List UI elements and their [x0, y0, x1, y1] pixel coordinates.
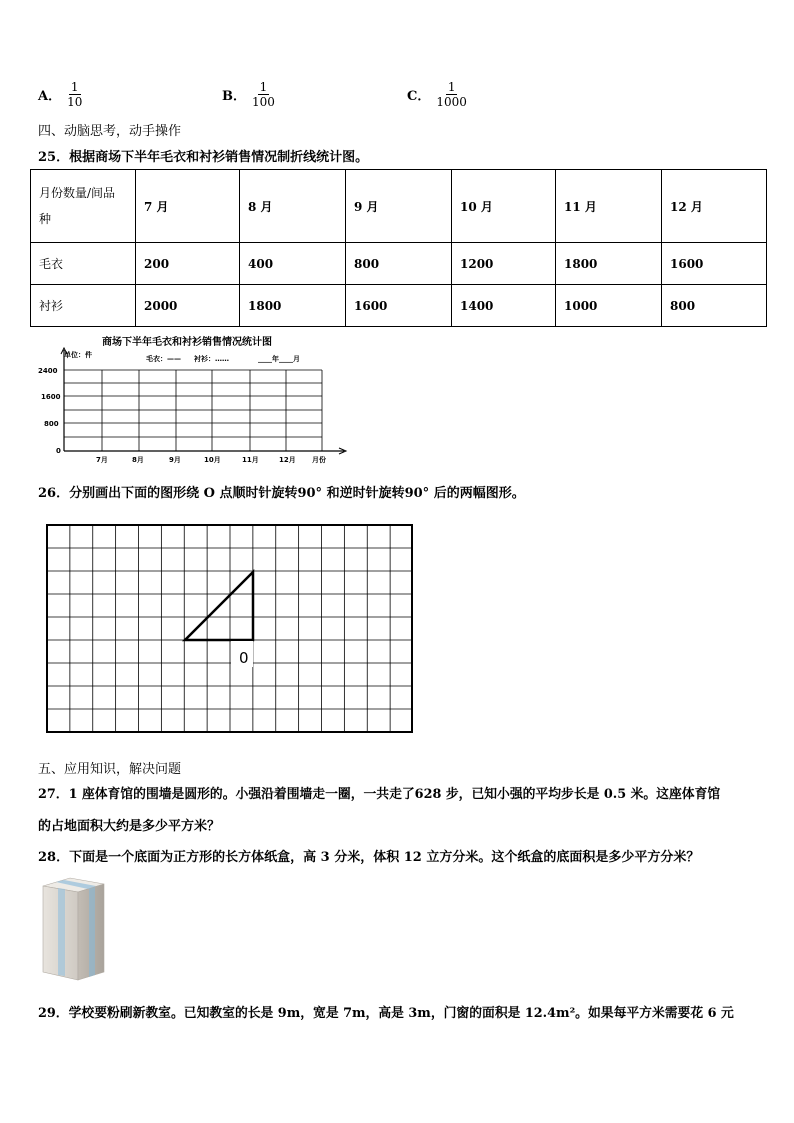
option-c-numerator: 1 — [447, 80, 456, 94]
option-b-denominator: 100 — [252, 95, 275, 109]
table-corner-line1: 月份数量/间品 — [39, 186, 116, 200]
triangle-shape — [185, 572, 253, 640]
option-c-label: C． — [407, 89, 431, 104]
table-cell: 1800 — [240, 285, 346, 327]
x-tick-label: 7月 — [96, 456, 108, 464]
x-tick-label: 8月 — [132, 456, 144, 464]
table-cell: 800 — [346, 243, 452, 285]
q26-text: 26．分别画出下面的图形绕 O 点顺时针旋转90° 和逆时针旋转90° 后的两幅图形。 — [38, 486, 525, 501]
option-c-denominator: 1000 — [436, 95, 467, 109]
chart-grid — [64, 370, 322, 451]
chart-title: 商场下半年毛衣和衬衫销售情况统计图 — [102, 337, 272, 348]
q27-line1: 27．1 座体育馆的围墙是圆形的。小强沿着围墙走一圈，一共走了628 步，已知小强的平均步长是 0.5 米。这座体育馆 — [38, 787, 721, 802]
y-tick-label: 2400 — [38, 367, 58, 375]
option-c-fraction — [436, 80, 467, 109]
table-cell: 800 — [662, 285, 767, 327]
option-a-numerator: 1 — [70, 80, 79, 94]
section4-title: 四、动脑思考，动手操作 — [38, 124, 182, 139]
grid-border — [47, 525, 412, 732]
table-month-header: 8 月 — [240, 170, 346, 243]
table-row-sweater — [31, 243, 767, 285]
table-cell: 400 — [240, 243, 346, 285]
table-month-header: 7 月 — [136, 170, 240, 243]
sales-table — [30, 169, 767, 327]
x-axis-label: 月份 — [312, 456, 326, 464]
table-cell: 1000 — [556, 285, 662, 327]
table-cell: 1600 — [346, 285, 452, 327]
x-tick-label: 12月 — [279, 456, 296, 464]
table-month-header: 9 月 — [346, 170, 452, 243]
table-cell: 1800 — [556, 243, 662, 285]
table-row-shirt — [31, 285, 767, 327]
table-cell: 1400 — [452, 285, 556, 327]
chart-unit: 单位：件 — [64, 351, 92, 359]
chart-year-month: ____年____月 — [258, 355, 300, 363]
option-a — [38, 80, 82, 109]
chart-legend-shirt: 衬衫：…… — [194, 355, 229, 363]
rotation-grid — [46, 524, 414, 734]
grid-lines — [47, 525, 413, 732]
option-a-fraction — [67, 80, 82, 109]
q27-line2: 的占地面积大约是多少平方米？ — [38, 819, 221, 834]
table-header-row — [31, 170, 767, 243]
table-cell: 2000 — [136, 285, 240, 327]
option-b-fraction — [252, 80, 275, 109]
table-cell: 200 — [136, 243, 240, 285]
y-tick-label: 800 — [44, 420, 59, 428]
table-month-header: 11 月 — [556, 170, 662, 243]
table-corner-line2: 种 — [39, 212, 52, 226]
section5-title: 五、应用知识，解决问题 — [38, 762, 182, 777]
option-a-denominator: 10 — [67, 95, 83, 109]
table-row-label: 毛衣 — [31, 243, 136, 285]
option-b-numerator: 1 — [259, 80, 268, 94]
y-tick-label: 1600 — [41, 393, 61, 401]
x-tick-label: 11月 — [242, 456, 259, 464]
x-tick-label: 10月 — [204, 456, 221, 464]
table-cell: 1200 — [452, 243, 556, 285]
option-a-label: A． — [38, 89, 62, 104]
paper-box-image — [38, 874, 108, 984]
option-b-label: B． — [222, 89, 246, 104]
table-row-label: 衬衫 — [31, 285, 136, 327]
q29-text: 29．学校要粉刷新教室。已知教室的长是 9m，宽是 7m，高是 3m，门窗的面积是 12.4m²。如果每平方米需要花 6 元 — [38, 1006, 734, 1021]
blank-line-chart — [36, 346, 356, 468]
q25-text: 25．根据商场下半年毛衣和衬衫销售情况制折线统计图。 — [38, 150, 369, 165]
chart-legend-sweater: 毛衣：—— — [146, 355, 181, 363]
q28-text: 28．下面是一个底面为正方形的长方体纸盒，高 3 分米，体积 12 立方分米。这个纸盒的底面积是多少平方分米？ — [38, 850, 700, 865]
option-b — [222, 80, 275, 109]
table-corner-header — [31, 170, 136, 243]
point-o-label: 0 — [239, 649, 249, 667]
option-c — [407, 80, 467, 109]
table-cell: 1600 — [662, 243, 767, 285]
table-month-header: 10 月 — [452, 170, 556, 243]
x-tick-label: 9月 — [169, 456, 181, 464]
table-month-header: 12 月 — [662, 170, 767, 243]
y-tick-label: 0 — [56, 447, 61, 455]
